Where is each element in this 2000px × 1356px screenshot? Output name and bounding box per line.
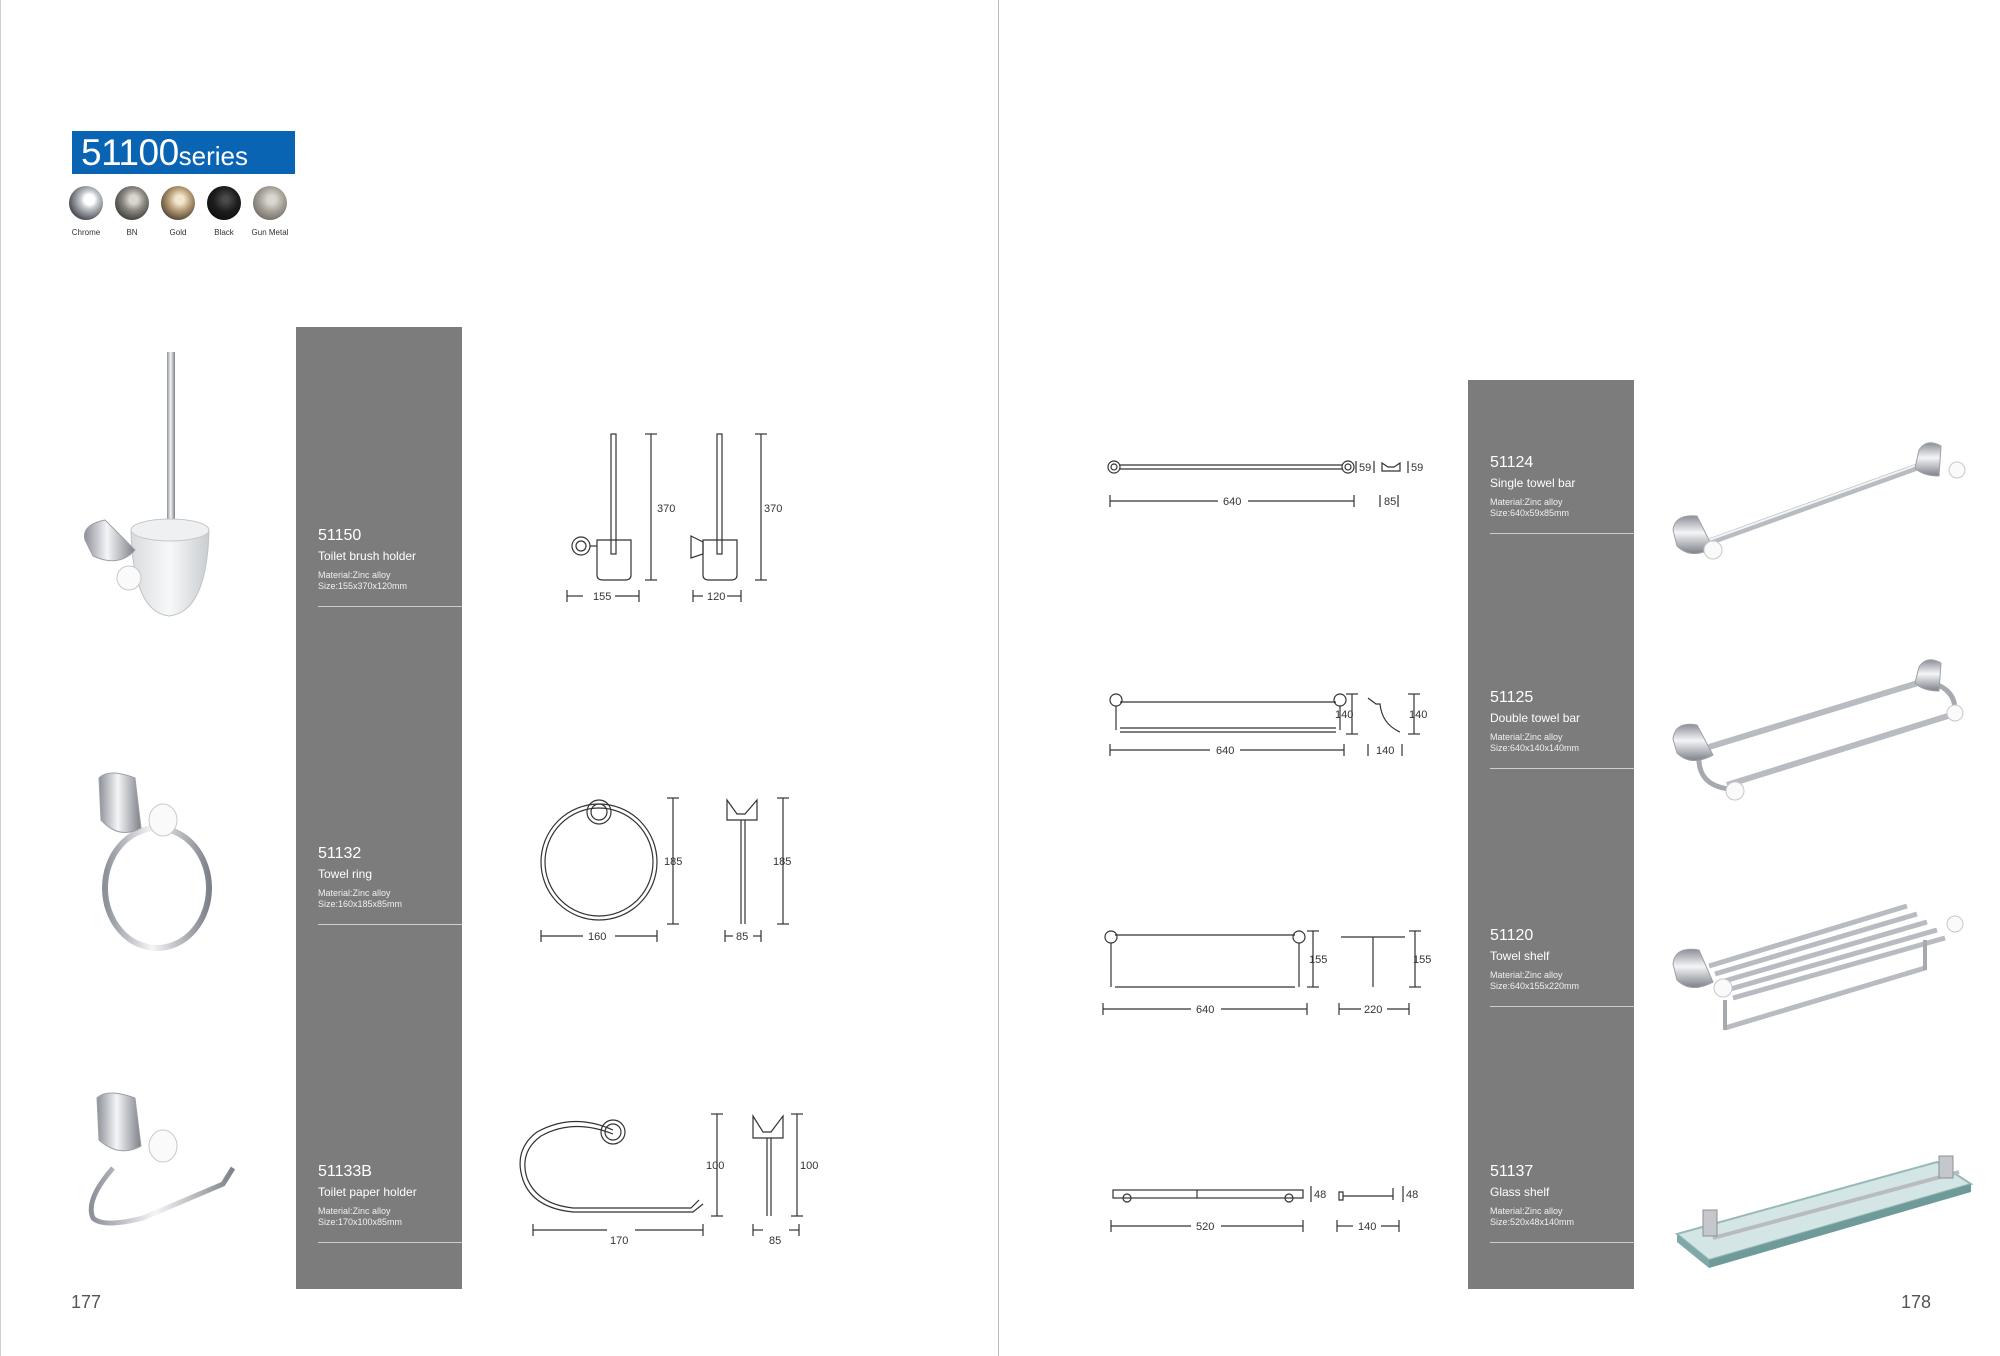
spec-block-51133b [318, 1163, 462, 1243]
spec-block-51132 [318, 845, 462, 925]
toilet-brush-holder-image [79, 350, 229, 620]
page-number-left: 177 [71, 1292, 102, 1312]
dim-depth: 140 [1358, 1221, 1377, 1233]
spec-block-51125 [1490, 689, 1634, 769]
product-name: Double towel bar [1490, 711, 1581, 725]
page-right [999, 0, 2000, 1356]
product-code: 51150 [318, 527, 362, 544]
spec-block-51150 [318, 527, 462, 607]
toilet-brush-holder-drawing [561, 430, 781, 610]
dim-depth: 120 [707, 591, 726, 603]
dim-width: 640 [1223, 496, 1242, 508]
product-name: Toilet paper holder [318, 1185, 417, 1199]
spec-block-51137 [1490, 1163, 1634, 1243]
product-material: Material:Zinc alloy [1490, 970, 1563, 980]
product-material: Material:Zinc alloy [318, 1206, 391, 1216]
dim-side-height: 155 [1413, 954, 1432, 966]
towel-ring-image [89, 768, 229, 958]
finish-label: Gun Metal [251, 228, 289, 237]
dim-height: 140 [1335, 709, 1354, 721]
single-towel-bar-drawing [1104, 455, 1424, 515]
dim-side-height: 100 [800, 1160, 819, 1172]
toilet-paper-holder-drawing [513, 1110, 823, 1260]
dim-side-height: 185 [773, 856, 792, 868]
spec-divider [1490, 1242, 1634, 1243]
glass-shelf-image [1669, 1150, 1979, 1270]
single-towel-bar-image [1669, 440, 1969, 570]
spec-divider [1490, 1006, 1634, 1007]
dim-side-height: 370 [764, 503, 783, 515]
finish-label: BN [126, 228, 138, 237]
product-name: Toilet brush holder [318, 549, 417, 563]
product-material: Material:Zinc alloy [1490, 497, 1563, 507]
finish-swatches [69, 186, 287, 237]
product-size: Size:170x100x85mm [318, 1217, 403, 1227]
product-material: Material:Zinc alloy [318, 570, 391, 580]
chrome-swatch-icon [69, 186, 103, 220]
product-size: Size:160x185x85mm [318, 899, 403, 909]
dim-width: 640 [1216, 745, 1235, 757]
product-code: 51120 [1490, 927, 1534, 944]
finish-label: Black [214, 228, 234, 237]
finish-label: Chrome [71, 228, 101, 237]
product-size: Size:640x155x220mm [1490, 981, 1580, 991]
spec-column-left [296, 327, 462, 1289]
dim-side-height: 140 [1409, 709, 1428, 721]
finish-swatch-chrome [69, 186, 103, 237]
product-material: Material:Zinc alloy [1490, 732, 1563, 742]
dim-height: 48 [1314, 1189, 1327, 1201]
spec-divider [1490, 533, 1634, 534]
product-name: Single towel bar [1490, 476, 1576, 490]
spec-divider [318, 1242, 462, 1243]
bn-swatch-icon [115, 186, 149, 220]
dim-depth: 140 [1376, 745, 1395, 757]
black-swatch-icon [207, 186, 241, 220]
dim-width: 155 [593, 591, 612, 603]
dim-width: 170 [610, 1235, 629, 1247]
page-number-right: 178 [1901, 1292, 1932, 1312]
product-size: Size:640x140x140mm [1490, 743, 1580, 753]
product-name: Towel ring [318, 867, 373, 881]
series-number: 51100 [81, 132, 179, 173]
toilet-paper-holder-image [83, 1088, 243, 1238]
spec-column-right [1468, 380, 1634, 1289]
spec-block-51124 [1490, 454, 1634, 534]
dim-height: 370 [657, 503, 676, 515]
product-size: Size:520x48x140mm [1490, 1217, 1575, 1227]
spec-divider [318, 924, 462, 925]
dim-width: 160 [588, 931, 607, 943]
series-banner [72, 131, 295, 174]
page-left [0, 0, 999, 1356]
product-name: Glass shelf [1490, 1185, 1550, 1199]
dim-height: 59 [1359, 462, 1372, 474]
dim-depth: 85 [736, 931, 749, 943]
glass-shelf-drawing [1107, 1182, 1427, 1242]
dim-height: 155 [1309, 954, 1328, 966]
product-code: 51124 [1490, 454, 1534, 471]
finish-swatch-bn [115, 186, 149, 237]
towel-shelf-drawing [1099, 925, 1439, 1025]
dim-side-height: 59 [1411, 462, 1424, 474]
finish-swatch-black [207, 186, 241, 237]
dim-height: 185 [664, 856, 683, 868]
dim-depth: 220 [1364, 1004, 1383, 1016]
finish-label: Gold [169, 228, 187, 237]
product-code: 51125 [1490, 689, 1534, 706]
gun-metal-swatch-icon [253, 186, 287, 220]
finish-swatch-gun-metal [253, 186, 287, 237]
dim-width: 640 [1196, 1004, 1215, 1016]
towel-shelf-image [1669, 888, 1969, 1048]
product-material: Material:Zinc alloy [1490, 1206, 1563, 1216]
product-name: Towel shelf [1490, 949, 1550, 963]
dim-side-height: 48 [1406, 1189, 1419, 1201]
product-size: Size:155x370x120mm [318, 581, 408, 591]
dim-width: 520 [1196, 1221, 1215, 1233]
product-material: Material:Zinc alloy [318, 888, 391, 898]
dim-depth: 85 [769, 1235, 782, 1247]
dim-height: 100 [706, 1160, 725, 1172]
towel-ring-drawing [531, 790, 801, 950]
dim-depth: 85 [1384, 496, 1397, 508]
series-suffix: series [178, 141, 249, 171]
double-towel-bar-drawing [1104, 690, 1428, 770]
gold-swatch-icon [161, 186, 195, 220]
spec-divider [318, 606, 462, 607]
finish-swatch-gold [161, 186, 195, 237]
product-size: Size:640x59x85mm [1490, 508, 1570, 518]
spec-divider [1490, 768, 1634, 769]
product-code: 51132 [318, 845, 362, 862]
product-code: 51137 [1490, 1163, 1534, 1180]
spec-block-51120 [1490, 927, 1634, 1007]
product-code: 51133B [318, 1163, 372, 1180]
double-towel-bar-image [1669, 655, 1969, 815]
